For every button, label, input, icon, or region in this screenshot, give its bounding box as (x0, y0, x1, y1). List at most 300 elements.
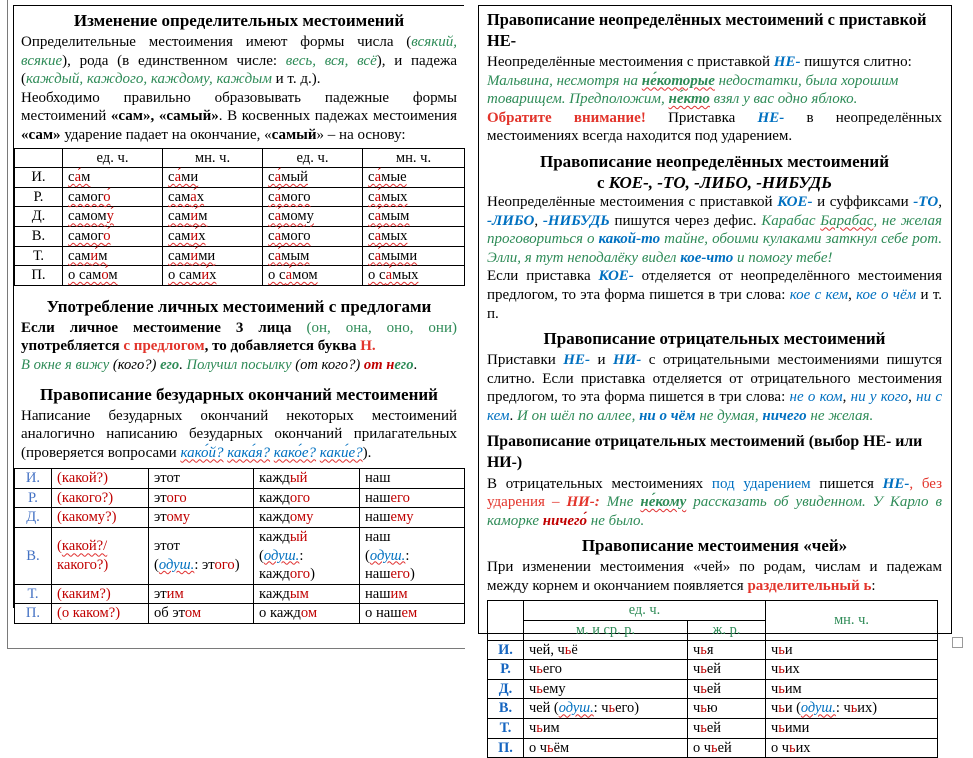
text-run: мый (281, 169, 308, 186)
text-run: с (368, 169, 375, 186)
text-run: а́ (190, 188, 197, 205)
paragraph-ne-attention (487, 109, 942, 146)
text-run: а́ (374, 208, 382, 225)
pronoun-form-cell (63, 266, 163, 286)
text-run: ч (771, 661, 779, 678)
text-run: с отрицательными местоимениями пишутся слитно. Если приставка отделяется от отрицательного местоимения предлогом, то эта форма пишется в три слова: (487, 352, 943, 406)
text-run: КОЕ- (777, 193, 813, 210)
text-run: Мне (599, 494, 641, 511)
heading-line-2 (487, 172, 942, 193)
text-run: : ч (593, 700, 609, 717)
text-run: НЕ- (882, 475, 910, 492)
table-row (488, 699, 938, 719)
text-run: его (390, 566, 410, 583)
text-run: мых (392, 267, 419, 284)
text-run: с (368, 208, 375, 225)
text-run: ими (784, 720, 810, 737)
text-run: м (198, 208, 208, 225)
text-run: Определительные местоимения имеют формы числа ( (21, 34, 412, 50)
pronoun-form-cell (263, 266, 363, 286)
question-word-cell (52, 604, 149, 624)
text-run: (какого?) (57, 489, 114, 506)
text-run: ь (778, 641, 785, 658)
pronoun-form-cell (360, 528, 465, 585)
pronoun-form-cell (263, 187, 363, 207)
text-run: НЕ- (563, 352, 590, 369)
text-run: их (795, 739, 811, 756)
text-run: ударение падает на окончание, « (60, 126, 272, 143)
text-run: . (509, 407, 517, 424)
text-run: не́кому (640, 494, 687, 511)
table-row (488, 660, 938, 680)
text-run: его (542, 661, 562, 678)
text-run: ь (789, 739, 796, 756)
text-run: от (363, 356, 387, 373)
text-run: наш (365, 529, 391, 546)
text-run: с (268, 227, 275, 244)
question-word-cell (52, 584, 149, 604)
text-run: о сам (168, 267, 202, 284)
corner-header (488, 601, 524, 640)
text-run: рассказать об увиденном. У Карло в каморке (487, 494, 942, 529)
text-run: х (209, 267, 217, 284)
text-run: : ч (835, 700, 851, 717)
text-run: како́й? (180, 444, 224, 461)
text-run: ь (700, 720, 707, 737)
section-title-negative-pronouns: Правописание отрицательных местоимений (543, 329, 886, 349)
text-run: мых (381, 188, 408, 205)
column-header-plural: мн. ч. (766, 601, 938, 640)
text-run: ый (289, 470, 308, 487)
text-run: самый (271, 126, 317, 143)
text-run: ому (166, 509, 191, 526)
text-run: а́ (285, 267, 293, 284)
case-label: И. (15, 168, 63, 188)
text-run: Н. (360, 338, 376, 355)
text-run: и т. п. (487, 286, 942, 322)
text-run: ого (166, 489, 187, 506)
text-run: весь, вся, всё (285, 52, 377, 69)
text-run: НИ-: (566, 494, 600, 511)
text-run: им (542, 720, 560, 737)
pronoun-form-cell (688, 719, 766, 739)
text-run: о́ (101, 267, 109, 284)
pronoun-form-cell (63, 207, 163, 227)
text-run: н (386, 356, 395, 373)
text-run: ч (693, 661, 701, 678)
text-run: ом (184, 605, 202, 622)
declension-table-demonstrative (14, 468, 465, 624)
text-run: его (394, 356, 414, 373)
text-run: а́ (274, 169, 282, 186)
text-run: -ТО (913, 193, 939, 210)
pronoun-form-cell (263, 168, 363, 188)
text-run: При изменении местоимения «чей» по родам, числам и падежам между корнем и окончанием появляется (487, 559, 942, 594)
text-run: одуш. (263, 547, 300, 564)
text-run: эт (154, 585, 167, 602)
text-run: в неопределённых местоимениях всегда находится под ударением. (487, 109, 942, 145)
text-run: мые (381, 169, 407, 186)
example-third-person (14, 356, 464, 375)
text-run: ч (771, 680, 779, 697)
text-run: ни у кого (850, 389, 909, 406)
text-run: взял у вас одно яблоко. (709, 91, 858, 108)
text-run: ) (409, 566, 415, 583)
paragraph-definitive-intro (14, 33, 464, 89)
case-label: В. (15, 528, 52, 585)
text-run: с (368, 247, 375, 264)
text-run: о сам (68, 267, 102, 284)
text-run: КОЕ- (598, 268, 634, 285)
text-run: о ч (693, 739, 712, 756)
text-run: ём (553, 739, 570, 756)
table-row (488, 719, 938, 739)
text-run: ч (529, 661, 537, 678)
case-label: Т. (488, 719, 524, 739)
text-run: о наш (365, 605, 402, 622)
text-run: мых (381, 227, 408, 244)
text-run: ого (289, 489, 311, 506)
section-title-chej: Правописание местоимения «чей» (581, 536, 848, 556)
section-title-personal-pronouns-prepositions: Употребление личных местоимений с предлогами (46, 296, 432, 316)
text-run: а́ (174, 169, 182, 186)
pronoun-form-cell (149, 604, 254, 624)
text-run: и ( (784, 700, 801, 717)
text-run: с (596, 172, 609, 192)
text-run: с (268, 208, 275, 225)
pronoun-form-cell (360, 488, 465, 508)
text-run: мым (381, 208, 410, 225)
declension-table-chej (487, 600, 938, 758)
text-run: м (108, 267, 118, 284)
text-run: ничего (762, 407, 807, 424)
text-run: ей (706, 720, 721, 737)
pronoun-form-cell (688, 738, 766, 758)
text-run: ь (700, 680, 707, 697)
text-run: с (368, 188, 375, 205)
paragraph-sam-samyj-rule (14, 89, 464, 145)
text-run: пишутся слитно: (800, 54, 912, 70)
section-title-ne-or-ni (487, 431, 942, 473)
text-run: а́ (274, 188, 282, 205)
text-run: кое о чём (856, 286, 917, 303)
pronoun-form-cell (360, 584, 465, 604)
text-run: ни с кем (487, 389, 942, 424)
section-title-indefinite-ne: Правописание неопределённых местоимений с приставкой НЕ- (487, 10, 927, 50)
text-run: не было. (587, 512, 645, 529)
text-run: (выбор НЕ- или НИ-) (487, 432, 923, 471)
text-run: им (784, 680, 802, 697)
text-run: ми (181, 169, 199, 186)
text-run: о́ (103, 188, 111, 205)
case-label: Р. (15, 488, 52, 508)
text-run: ь (850, 700, 858, 717)
pronoun-form-cell (363, 207, 465, 227)
pronoun-form-cell (254, 508, 360, 528)
text-run: чей, ч (529, 641, 565, 658)
case-label: В. (15, 226, 63, 246)
pronoun-form-cell (524, 679, 688, 699)
case-label: И. (15, 469, 52, 489)
paragraph-chej-rule (487, 558, 942, 595)
pronoun-form-cell (524, 699, 688, 719)
text-run: не о ком (789, 389, 843, 406)
text-run: кажд (259, 509, 290, 526)
pronoun-form-cell (766, 679, 938, 699)
pronoun-form-cell (149, 508, 254, 528)
section-title-definitive-pronouns: Изменение определительных местоимений (73, 11, 405, 30)
text-run: (каким?) (57, 585, 111, 602)
text-run: его) (615, 700, 640, 717)
text-run: пишутся через дефис. (609, 212, 762, 229)
text-run: Приставка (645, 109, 758, 126)
table-row (15, 207, 465, 227)
text-run: сам (168, 227, 191, 244)
pronoun-form-cell (254, 604, 360, 624)
text-run: чей ( (529, 700, 559, 717)
text-run: о с (368, 267, 386, 284)
section-title-koe-to-libo-nibud (487, 151, 942, 193)
table-row (15, 488, 465, 508)
pronoun-form-cell (688, 640, 766, 660)
text-run: какого?) (57, 556, 109, 573)
table-row (15, 187, 465, 207)
text-run: каждый, каждого, каждому, каждым (26, 71, 272, 88)
text-run: кажд (259, 529, 290, 546)
text-run: ом (300, 605, 318, 622)
text-run: сам (168, 247, 191, 264)
text-run: , (848, 286, 857, 303)
text-run: кое с кем (789, 286, 849, 303)
text-run: не думая, (695, 407, 763, 424)
column-header-singular: ед. ч. (524, 601, 766, 621)
text-run: ь (700, 661, 707, 678)
pronoun-form-cell (524, 738, 688, 758)
question-word-cell (52, 488, 149, 508)
text-run: . В косвенных падежах местоимения (218, 108, 457, 125)
text-run: о ч (771, 739, 790, 756)
text-run: ч (693, 720, 701, 737)
text-run: : наш (365, 547, 410, 583)
text-run: ого (289, 566, 311, 583)
column-header: мн. ч. (363, 148, 465, 168)
text-run: одуш. (158, 556, 195, 573)
pronoun-form-cell (524, 640, 688, 660)
text-run: ого (214, 556, 235, 573)
text-run: ь (564, 641, 572, 658)
column-header (15, 148, 63, 168)
paragraph-negative-rule (487, 351, 942, 425)
pronoun-form-cell (163, 207, 263, 227)
text-run: х (196, 188, 205, 205)
text-run: ( (365, 547, 370, 564)
text-run: какой?/ (61, 538, 108, 555)
text-run: ем (401, 605, 418, 622)
text-run: о с (268, 267, 286, 284)
column-header-masc-neut: м. и ср. р. (524, 621, 688, 641)
table-row (15, 226, 465, 246)
text-run: ь (547, 739, 554, 756)
pronoun-form-cell (149, 469, 254, 489)
table-row (15, 584, 465, 604)
text-run: (кого?) (112, 356, 161, 373)
text-run: В окне я вижу (21, 356, 113, 373)
text-run: Обратите внимание! (487, 109, 646, 126)
text-run: мом (292, 267, 318, 284)
text-run: ч (771, 720, 779, 737)
paragraph-ne-ni-stress (487, 475, 942, 531)
text-run: с предлогом (123, 338, 205, 355)
text-run: самог (68, 188, 104, 205)
pronoun-form-cell (263, 207, 363, 227)
text-run: а́ (374, 188, 382, 205)
pronoun-form-cell (149, 488, 254, 508)
text-run: ( (259, 547, 264, 564)
text-run: ч (771, 641, 779, 658)
text-run: ) (234, 556, 240, 573)
text-run: ым (289, 585, 309, 602)
text-run: : кажд (259, 547, 304, 583)
text-run: самом (68, 208, 107, 225)
text-run: под ударением (711, 475, 811, 492)
text-run: ( (57, 538, 62, 555)
text-run: Необходимо правильно образовывать падежные формы местоимений (21, 89, 457, 125)
text-run: а́ (374, 169, 382, 186)
resize-handle[interactable] (952, 637, 963, 648)
text-run: им (166, 585, 184, 602)
table-row (15, 168, 465, 188)
text-run: ч (771, 700, 779, 717)
text-run: мого (281, 188, 311, 205)
text-run: всякий, всякие (21, 34, 457, 69)
text-run: , (908, 389, 917, 406)
text-run: об эт (154, 605, 185, 622)
text-run: эт (154, 509, 167, 526)
text-run: ), рода (в единственном числе: (62, 52, 286, 69)
text-run: ч (693, 641, 701, 658)
text-run: ь (700, 641, 707, 658)
text-run: какой-то (598, 231, 661, 248)
section-title-unstressed-endings: Правописание безударных окончаний местоимений (40, 384, 438, 404)
text-run: НЕ- (757, 109, 785, 126)
heading-line-1: Правописание неопределённых местоимений (539, 151, 890, 171)
text-run: ). (362, 444, 372, 461)
text-run: ь (778, 700, 785, 717)
text-run: ч (693, 680, 701, 697)
text-run: ми (198, 247, 216, 264)
declension-table-sam-samyj (14, 148, 465, 286)
table-row (15, 528, 465, 585)
text-run: одуш. (369, 547, 406, 564)
pronoun-form-cell (163, 226, 263, 246)
text-run: и суффиксами (812, 193, 914, 210)
text-run: -ЛИБО (487, 212, 535, 229)
text-run: ь (778, 661, 785, 678)
text-run: ей (717, 739, 732, 756)
text-run: Карабас (761, 212, 821, 229)
table-row (15, 469, 465, 489)
text-run: ничего́ (542, 512, 588, 529)
text-run: и́ (201, 267, 210, 284)
pronoun-form-cell (688, 699, 766, 719)
pronoun-form-cell (63, 187, 163, 207)
right-column (478, 5, 952, 756)
text-run: одуш. (800, 700, 836, 717)
case-label: Д. (15, 207, 63, 227)
text-run: ь (700, 700, 707, 717)
text-run: . (179, 356, 187, 373)
case-label: П. (15, 266, 63, 286)
text-run: мому (281, 208, 314, 225)
text-run: Неопределённые местоимения с приставкой (487, 193, 778, 210)
text-run: о кажд (259, 605, 301, 622)
pronoun-form-cell (360, 508, 465, 528)
text-run: ь (778, 680, 785, 697)
text-run: ь (536, 720, 543, 737)
case-label: Т. (15, 246, 63, 266)
text-run: каки́е? (319, 444, 363, 461)
text-run: а́ (74, 169, 82, 186)
pronoun-form-cell (263, 226, 363, 246)
case-label: Д. (15, 508, 52, 528)
text-run: (какому?) (57, 509, 117, 526)
text-run: Барабас (820, 212, 874, 229)
case-label: П. (488, 738, 524, 758)
text-run: кажд (259, 470, 290, 487)
text-run: кажд (259, 489, 290, 506)
column-header: ед. ч. (63, 148, 163, 168)
pronoun-form-cell (688, 679, 766, 699)
text-run: я (706, 641, 714, 658)
table-row (15, 266, 465, 286)
pronoun-form-cell (163, 187, 263, 207)
text-run: не желая. (806, 407, 874, 424)
table-row (15, 508, 465, 528)
text-run: его (160, 356, 180, 373)
text-run: (о каком?) (57, 605, 121, 622)
text-run: В отрицательных местоимениях (487, 475, 712, 492)
text-run: х (198, 227, 206, 244)
column-header: ед. ч. (263, 148, 363, 168)
text-run: эт (154, 489, 167, 506)
text-run: (от кого?) (295, 356, 364, 373)
text-run: ему (390, 509, 414, 526)
pronoun-form-cell (524, 719, 688, 739)
text-run: «сам» (21, 126, 61, 143)
text-run: этот (154, 470, 180, 487)
text-run: с (268, 188, 275, 205)
text-run: : (871, 577, 876, 594)
text-run: ей (706, 680, 721, 697)
text-run: с (268, 169, 275, 186)
text-run: и́ (190, 208, 199, 225)
text-run: наш (365, 585, 391, 602)
pronoun-form-cell (766, 738, 938, 758)
text-run: НЕ- (773, 54, 801, 70)
text-run: а́ (374, 247, 382, 264)
text-run: » – на основу: (316, 126, 406, 143)
text-run: разделительный ь (747, 577, 872, 594)
text-run: кака́я? (227, 444, 271, 461)
text-run: (какой?) (57, 470, 108, 487)
paragraph-koe-rule (487, 193, 942, 267)
pronoun-form-cell (149, 584, 254, 604)
text-run: Мальвина, несмотря на (487, 72, 642, 89)
pronoun-form-cell (363, 168, 465, 188)
question-word-cell (52, 528, 149, 585)
table-row (15, 246, 465, 266)
text-run: а́ (274, 208, 282, 225)
